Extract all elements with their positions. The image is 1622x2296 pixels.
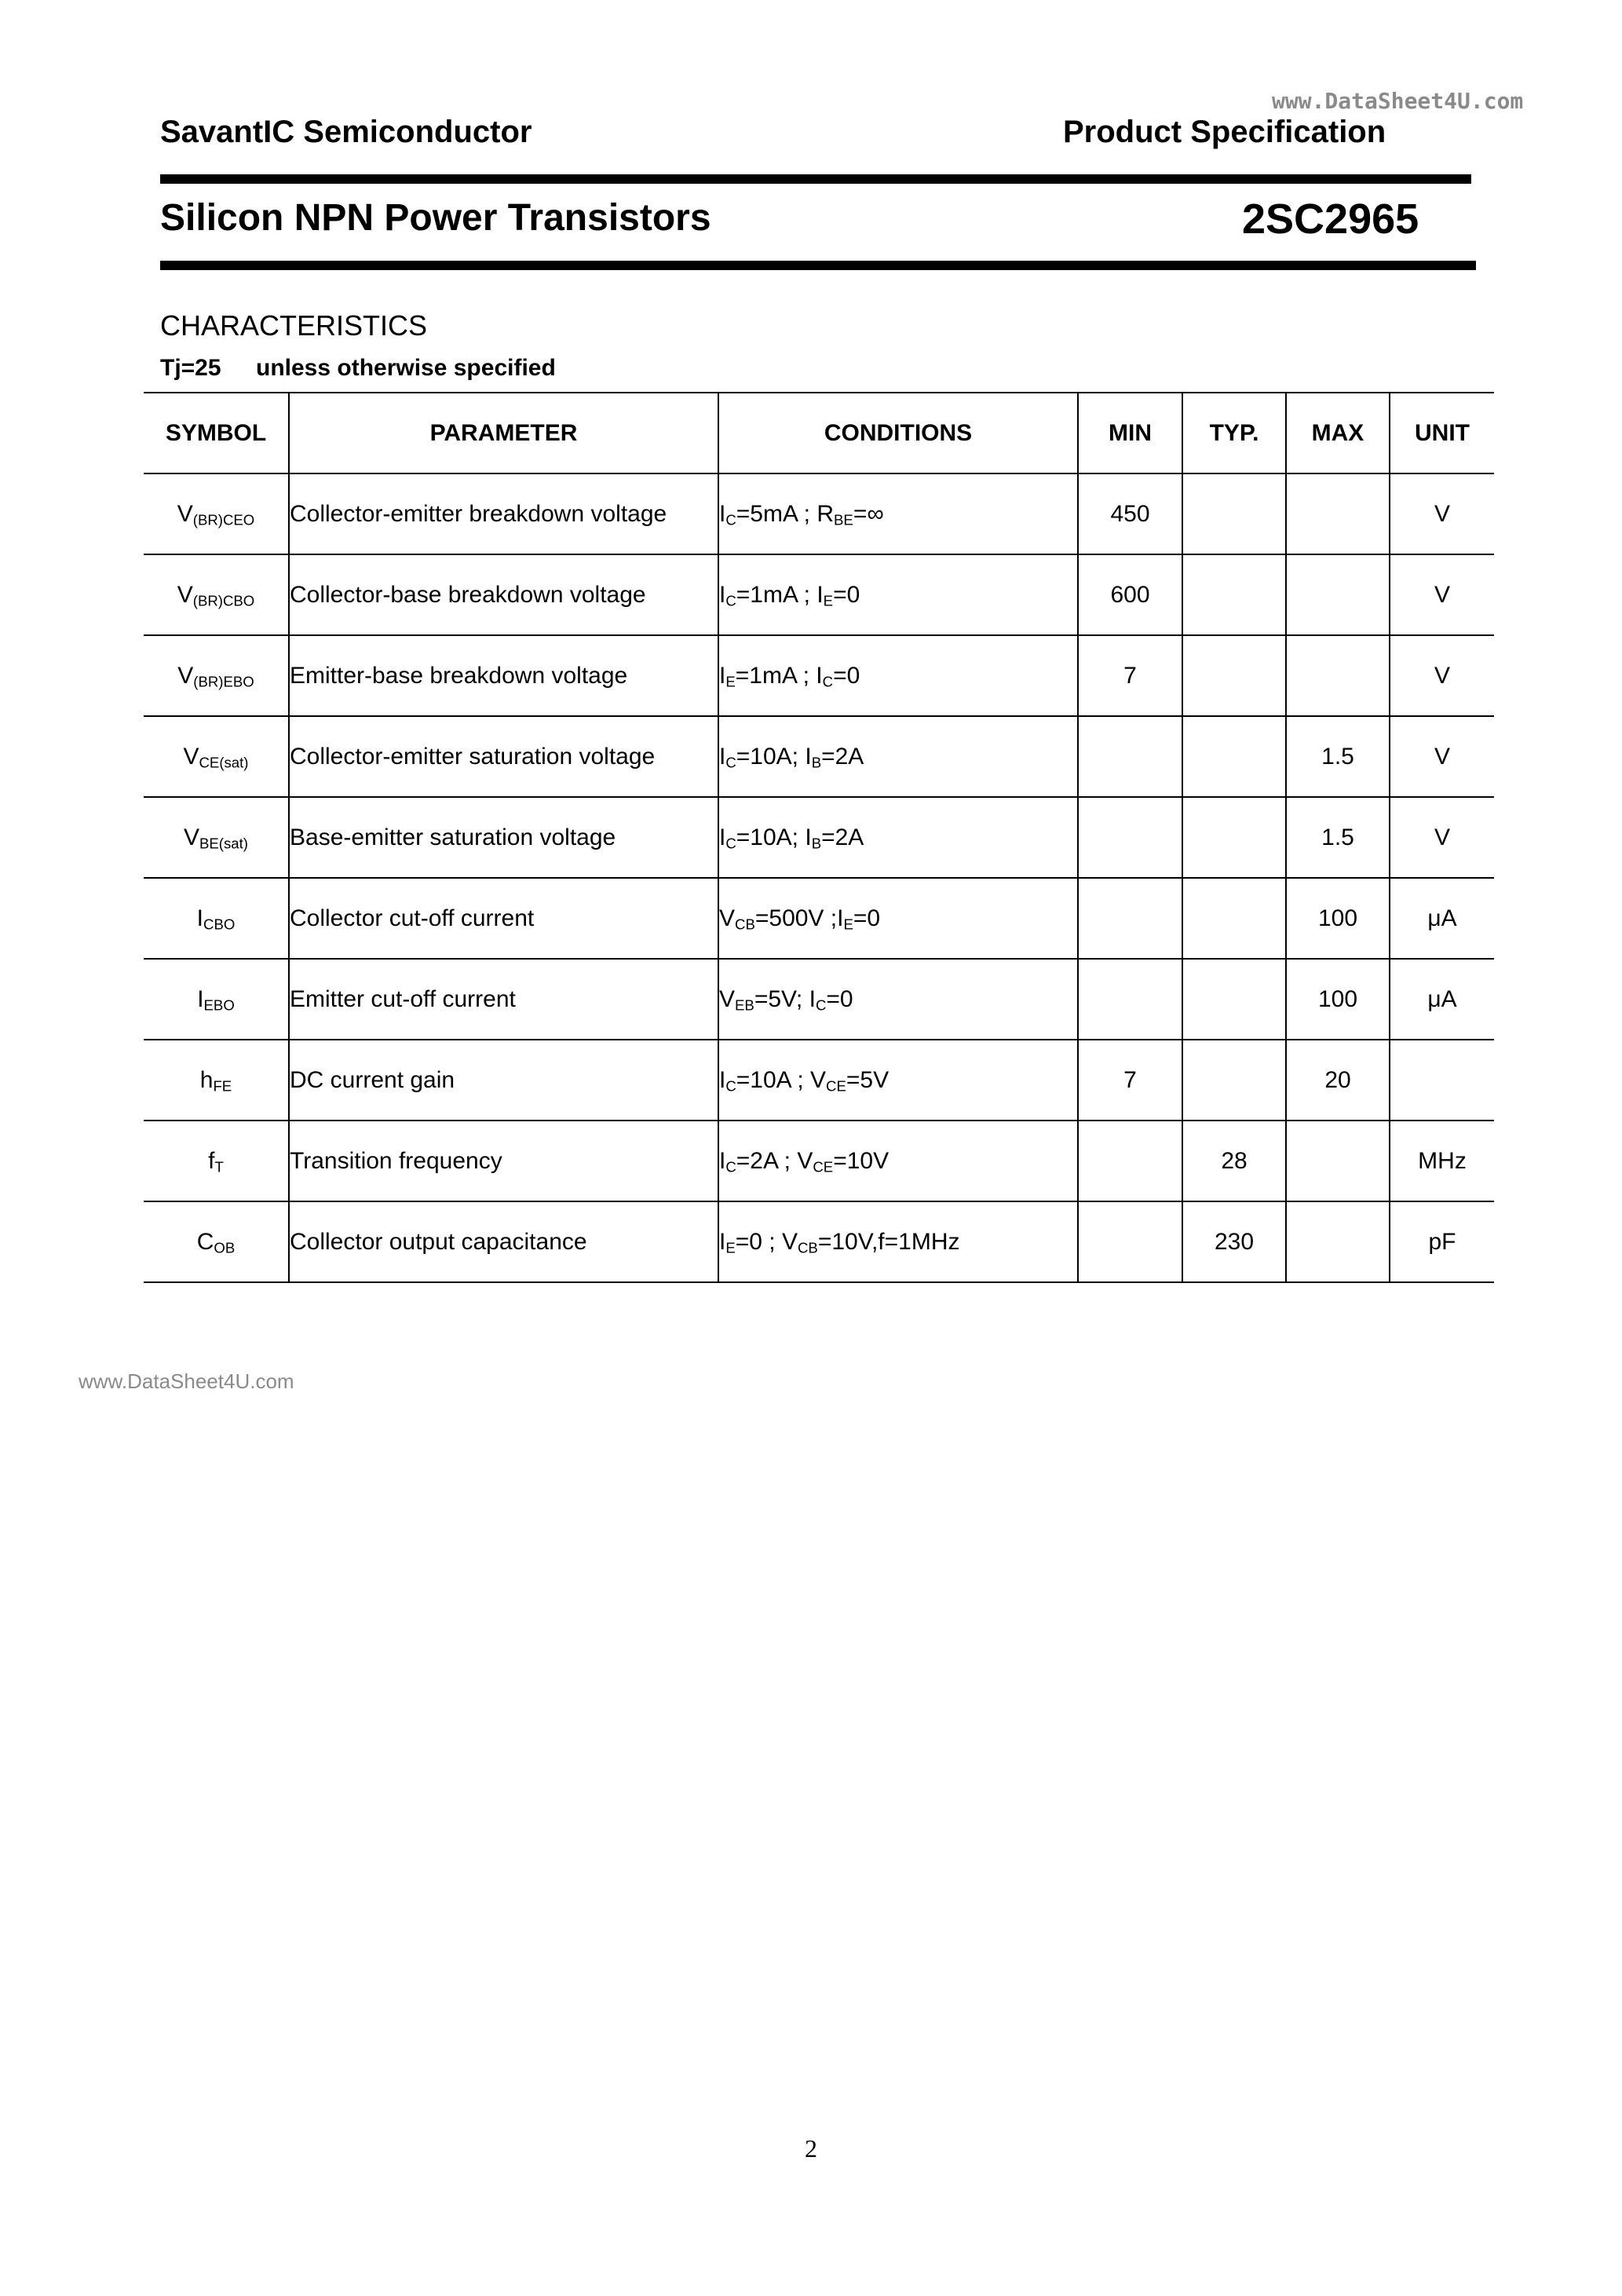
cell-unit: μA (1390, 959, 1494, 1040)
cell-symbol (144, 1121, 289, 1201)
watermark-bottom: www.DataSheet4U.com (79, 1369, 294, 1393)
cell-conditions (718, 797, 1078, 878)
condition-text: I (719, 824, 726, 850)
cell-typ (1182, 1040, 1286, 1121)
cell-max (1286, 1121, 1390, 1201)
condition-subscript: CE (826, 1077, 846, 1095)
header-rule-top (160, 174, 1471, 184)
characteristics-table (144, 392, 1494, 1283)
document-type: Product Specification (1063, 115, 1386, 149)
header-parameter: PARAMETER (289, 393, 718, 473)
cell-max (1286, 1201, 1390, 1282)
table-row (144, 1121, 1494, 1201)
symbol-subscript: CBO (203, 916, 236, 933)
symbol-main: I (197, 985, 204, 1012)
cell-max: 100 (1286, 959, 1390, 1040)
cell-conditions (718, 1121, 1078, 1201)
condition-subscript: C (725, 1077, 736, 1095)
condition-text: =0 (826, 985, 853, 1012)
cell-typ (1182, 959, 1286, 1040)
header-unit: UNIT (1390, 393, 1494, 473)
symbol-subscript: EBO (203, 996, 235, 1014)
condition-text: =10A; I (736, 824, 812, 850)
cell-min (1078, 878, 1182, 959)
cell-max: 20 (1286, 1040, 1390, 1121)
cell-typ (1182, 716, 1286, 797)
cell-max: 1.5 (1286, 797, 1390, 878)
condition-subscript: C (725, 1158, 736, 1175)
condition-text: =5V; I (754, 985, 816, 1012)
condition-subscript: E (823, 592, 834, 609)
table-row (144, 635, 1494, 716)
table-row (144, 716, 1494, 797)
condition-text: =0 (833, 662, 860, 689)
cell-min: 450 (1078, 473, 1182, 554)
condition-subscript: E (843, 916, 853, 933)
table-header-row (144, 393, 1494, 473)
condition-text: =0 (853, 905, 881, 931)
cell-symbol (144, 959, 289, 1040)
symbol-subscript: FE (213, 1077, 232, 1095)
cell-symbol (144, 878, 289, 959)
cell-unit: V (1390, 797, 1494, 878)
condition-text: V (719, 905, 736, 931)
symbol-main: V (177, 662, 194, 689)
symbol-subscript: BE(sat) (199, 835, 248, 852)
page-title: Silicon NPN Power Transistors (160, 197, 711, 239)
header-symbol: SYMBOL (144, 393, 289, 473)
condition-subscript: BE (834, 511, 853, 528)
condition-text: I (719, 1228, 726, 1255)
cell-symbol (144, 554, 289, 635)
symbol-main: C (196, 1228, 214, 1255)
cell-parameter: Collector-emitter breakdown voltage (289, 473, 718, 554)
cell-min (1078, 1201, 1182, 1282)
symbol-subscript: (BR)CEO (192, 511, 255, 528)
cell-conditions (718, 1201, 1078, 1282)
company-name: SavantIC Semiconductor (160, 115, 532, 149)
symbol-main: h (199, 1066, 214, 1093)
condition-text: =2A (821, 743, 864, 770)
symbol-main: V (177, 581, 193, 608)
condition-text: =∞ (853, 500, 884, 527)
condition-subscript: C (815, 996, 827, 1014)
cell-min (1078, 716, 1182, 797)
section-heading: CHARACTERISTICS (160, 309, 428, 342)
symbol-main: V (183, 824, 199, 850)
cell-conditions (718, 473, 1078, 554)
condition-subscript: E (725, 1239, 736, 1256)
condition-subscript: C (822, 673, 834, 690)
cell-typ: 28 (1182, 1121, 1286, 1201)
condition-note: unless otherwise specified (256, 355, 556, 381)
cell-conditions (718, 878, 1078, 959)
symbol-subscript: T (214, 1158, 224, 1175)
symbol-subscript: CE(sat) (199, 754, 249, 771)
symbol-subscript: (BR)EBO (193, 673, 254, 690)
cell-max: 1.5 (1286, 716, 1390, 797)
header-max: MAX (1286, 393, 1390, 473)
cell-parameter: Emitter-base breakdown voltage (289, 635, 718, 716)
condition-text: I (719, 1066, 726, 1093)
symbol-main: f (208, 1147, 215, 1174)
header-typ: TYP. (1182, 393, 1286, 473)
cell-max (1286, 635, 1390, 716)
condition-text: =1mA ; I (736, 581, 824, 608)
symbol-subscript: (BR)CBO (192, 592, 255, 609)
cell-symbol (144, 635, 289, 716)
condition-subscript: C (725, 835, 736, 852)
cell-typ (1182, 635, 1286, 716)
condition-text: I (719, 500, 726, 527)
cell-conditions (718, 959, 1078, 1040)
cell-symbol (144, 716, 289, 797)
cell-parameter: Transition frequency (289, 1121, 718, 1201)
cell-parameter: Collector-base breakdown voltage (289, 554, 718, 635)
cell-min (1078, 1121, 1182, 1201)
condition-text: =10A; I (736, 743, 812, 770)
cell-typ (1182, 878, 1286, 959)
cell-unit: V (1390, 716, 1494, 797)
header-rule-bottom (160, 261, 1476, 270)
cell-min: 7 (1078, 635, 1182, 716)
condition-subscript: B (811, 754, 822, 771)
cell-symbol (144, 473, 289, 554)
table-row (144, 1201, 1494, 1282)
condition-text: =0 ; V (735, 1228, 798, 1255)
condition-text: =10V (833, 1147, 890, 1174)
condition-text: I (719, 743, 726, 770)
table-row (144, 878, 1494, 959)
condition-text: =500V ;I (754, 905, 844, 931)
table-row (144, 554, 1494, 635)
cell-typ (1182, 554, 1286, 635)
cell-typ: 230 (1182, 1201, 1286, 1282)
condition-subscript: CB (735, 916, 755, 933)
condition-subscript: B (811, 835, 822, 852)
condition-subscript: CB (797, 1239, 818, 1256)
condition-temperature: Tj=25 (160, 355, 221, 381)
symbol-main: V (183, 743, 199, 770)
condition-subscript: C (725, 511, 736, 528)
cell-symbol (144, 797, 289, 878)
condition-text: =5V (846, 1066, 890, 1093)
cell-parameter: Collector cut-off current (289, 878, 718, 959)
table-row (144, 473, 1494, 554)
condition-text: I (719, 1147, 726, 1174)
cell-parameter: Base-emitter saturation voltage (289, 797, 718, 878)
condition-text: =5mA ; R (736, 500, 834, 527)
condition-subscript: C (725, 592, 736, 609)
cell-min (1078, 959, 1182, 1040)
condition-text: =2A (821, 824, 864, 850)
cell-unit (1390, 1040, 1494, 1121)
condition-text: V (719, 985, 736, 1012)
header-conditions: CONDITIONS (718, 393, 1078, 473)
cell-parameter: DC current gain (289, 1040, 718, 1121)
table-row (144, 1040, 1494, 1121)
cell-max: 100 (1286, 878, 1390, 959)
part-number: 2SC2965 (1242, 196, 1419, 243)
cell-min: 600 (1078, 554, 1182, 635)
condition-text: =10V,f=1MHz (817, 1228, 960, 1255)
cell-parameter: Collector-emitter saturation voltage (289, 716, 718, 797)
cell-max (1286, 554, 1390, 635)
condition-subscript: C (725, 754, 736, 771)
condition-text: =1mA ; I (735, 662, 823, 689)
cell-symbol (144, 1040, 289, 1121)
cell-min (1078, 797, 1182, 878)
watermark-top: www.DataSheet4U.com (1272, 88, 1524, 114)
cell-unit: V (1390, 554, 1494, 635)
condition-subscript: CE (813, 1158, 834, 1175)
cell-parameter: Collector output capacitance (289, 1201, 718, 1282)
cell-max (1286, 473, 1390, 554)
table-row (144, 797, 1494, 878)
cell-typ (1182, 473, 1286, 554)
condition-text: =0 (833, 581, 860, 608)
condition-text: I (719, 662, 726, 689)
cell-typ (1182, 797, 1286, 878)
cell-min: 7 (1078, 1040, 1182, 1121)
condition-text: =2A ; V (736, 1147, 813, 1174)
header-min: MIN (1078, 393, 1182, 473)
symbol-main: V (177, 500, 193, 527)
cell-conditions (718, 1040, 1078, 1121)
test-condition (160, 355, 556, 382)
condition-subscript: E (725, 673, 736, 690)
cell-conditions (718, 635, 1078, 716)
cell-unit: μA (1390, 878, 1494, 959)
symbol-subscript: OB (214, 1239, 236, 1256)
table-row (144, 959, 1494, 1040)
cell-unit: V (1390, 635, 1494, 716)
cell-unit: MHz (1390, 1121, 1494, 1201)
page-number: 2 (805, 2134, 817, 2163)
cell-unit: V (1390, 473, 1494, 554)
cell-conditions (718, 554, 1078, 635)
cell-unit: pF (1390, 1201, 1494, 1282)
cell-parameter: Emitter cut-off current (289, 959, 718, 1040)
condition-text: I (719, 581, 726, 608)
cell-conditions (718, 716, 1078, 797)
cell-symbol (144, 1201, 289, 1282)
condition-subscript: EB (735, 996, 754, 1014)
symbol-main: I (196, 905, 204, 931)
condition-text: =10A ; V (736, 1066, 827, 1093)
